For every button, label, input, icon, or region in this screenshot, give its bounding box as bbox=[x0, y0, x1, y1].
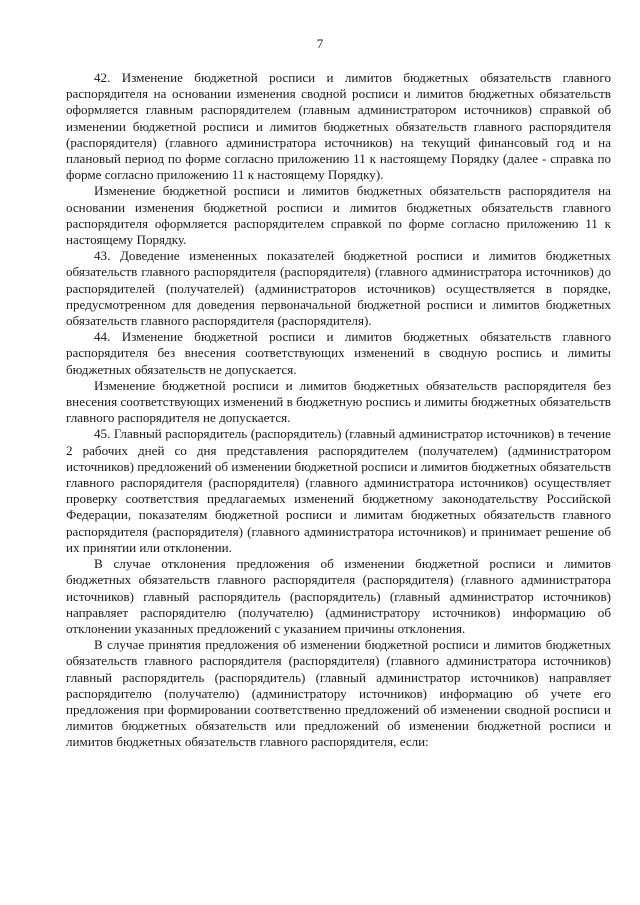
paragraph-45: 45. Главный распорядитель (распорядитель) (главный администратор источников) в течение 2 рабочих дней со дня представления распорядителем (получателем) (администратором источников) предложений об изменении бюджетной росписи и лимитов бюджетных обязательств главного распорядителя (распорядителя) (главного администратора источников) осуществляет проверку соответствия предлагаемых изменений бюджетному законодательству Российской Федерации, показателям бюджетной росписи и лимитам бюджетных обязательств главного распорядителя (распорядителя) (главного администратора источников) и принимает решение об их принятии или отклонении. bbox=[66, 426, 611, 555]
paragraph-42: 42. Изменение бюджетной росписи и лимитов бюджетных обязательств главного распорядителя на основании изменения сводной росписи и лимитов бюджетных обязательств оформляется главным распорядителем (главным администратором источников) справкой об изменении бюджетной росписи и лимитов бюджетных обязательств главного распорядителя (распорядителя) (главного администратора источников) на текущий финансовый год и на плановый период по форме согласно приложению 11 к настоящему Порядку (далее - справка по форме согласно приложению 11 к настоящему Порядку). bbox=[66, 70, 611, 183]
paragraph-43: 43. Доведение измененных показателей бюджетной росписи и лимитов бюджетных обязательств главного распорядителя (распорядителя) (главного администратора источников) до распорядителей (получателей) (администраторов источников) осуществляется в порядке, предусмотренном для доведения первоначальной бюджетной росписи и лимитов бюджетных обязательств главного распорядителя (распорядителя). bbox=[66, 248, 611, 329]
paragraph-44: 44. Изменение бюджетной росписи и лимитов бюджетных обязательств главного распорядителя без внесения соответствующих изменений в сводную роспись и лимиты бюджетных обязательств не допускается. bbox=[66, 329, 611, 377]
paragraph-45-acceptance: В случае принятия предложения об изменении бюджетной росписи и лимитов бюджетных обязательств главного распорядителя (распорядителя) (главного администратора источников) главный распорядитель (распорядитель) (главный администратор источников) направляет распорядителю (получателю) (администратору источников) информацию об учете его предложения при формировании соответственно предложений об изменении сводной росписи и лимитов бюджетных обязательств или предложений об изменении бюджетной росписи и лимитов бюджетных обязательств главного распорядителя, если: bbox=[66, 637, 611, 750]
document-body bbox=[66, 70, 611, 751]
paragraph-45-rejection: В случае отклонения предложения об изменении бюджетной росписи и лимитов бюджетных обязательств главного распорядителя (распорядителя) (главного администратора источников) главный распорядитель (распорядитель) (главный администратор источников) направляет распорядителю (получателю) (администратору источников) информацию об отклонении указанных предложений с указанием причины отклонения. bbox=[66, 556, 611, 636]
paragraph-44-distributor: Изменение бюджетной росписи и лимитов бюджетных обязательств распорядителя без внесения соответствующих изменений в бюджетную роспись и лимиты бюджетных обязательств главного распорядителя не допускается. bbox=[66, 377, 611, 426]
page-number: 7 bbox=[316, 36, 324, 51]
paragraph-42-distributor: Изменение бюджетной росписи и лимитов бюджетных обязательств распорядителя на основании изменения бюджетной росписи и лимитов бюджетных обязательств главного распорядителя оформляется распорядителем справкой по форме согласно приложению 11 к настоящему Порядку. bbox=[66, 183, 611, 248]
